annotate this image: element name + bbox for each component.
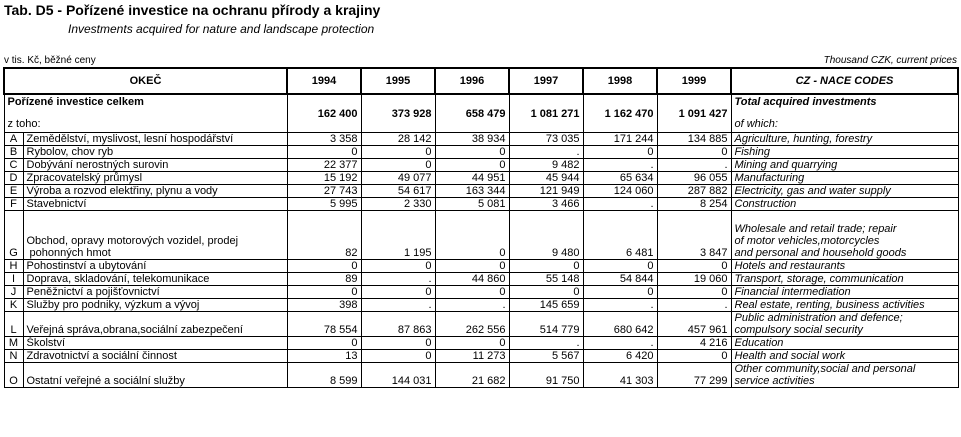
row-value: 8 254 <box>657 198 731 211</box>
row-nace-label: Manufacturing <box>734 172 805 184</box>
row-value: 163 344 <box>435 185 509 198</box>
row-value: 44 951 <box>435 172 509 185</box>
row-value: 124 060 <box>583 185 657 198</box>
investment-table <box>3 67 959 388</box>
row-value: 13 <box>287 350 361 363</box>
page-subtitle: Investments acquired for nature and landscape protection <box>68 22 375 36</box>
row-value: 0 <box>361 159 435 172</box>
table-row <box>4 312 958 337</box>
row-nace-cell <box>731 286 958 299</box>
header-year: 1994 <box>287 68 361 94</box>
row-nace-label: Electricity, gas and water supply <box>734 185 891 197</box>
page-title: Tab. D5 - Pořízené investice na ochranu přírody a krajiny <box>4 2 381 18</box>
row-name-cell: Pohostinství a ubytování <box>23 260 287 273</box>
row-code: B <box>4 146 23 159</box>
row-value: 145 659 <box>509 299 583 312</box>
row-nace-cell <box>731 299 958 312</box>
row-value: 171 244 <box>583 133 657 146</box>
row-value: 49 077 <box>361 172 435 185</box>
row-value: . <box>657 159 731 172</box>
row-value: 680 642 <box>583 312 657 337</box>
row-code: H <box>4 260 23 273</box>
row-nace-cell <box>731 350 958 363</box>
row-value: . <box>583 159 657 172</box>
row-code: A <box>4 133 23 146</box>
row-nace-label: Real estate, renting, business activities <box>734 299 925 311</box>
row-value: 21 682 <box>435 363 509 388</box>
row-value: 0 <box>583 146 657 159</box>
row-code: M <box>4 337 23 350</box>
row-nace-label: Hotels and restaurants <box>734 260 846 272</box>
row-value: 0 <box>435 146 509 159</box>
row-code: F <box>4 198 23 211</box>
row-nace-label: Other community,social and personal <box>734 363 916 375</box>
row-nace-label: service activities <box>734 375 815 387</box>
row-value: 0 <box>435 337 509 350</box>
row-nace-cell <box>731 133 958 146</box>
row-value: 0 <box>509 286 583 299</box>
row-value: 45 944 <box>509 172 583 185</box>
row-value: 262 556 <box>435 312 509 337</box>
row-value: 0 <box>361 146 435 159</box>
row-value: 1 195 <box>361 211 435 260</box>
row-value: 19 060 <box>657 273 731 286</box>
row-value: 65 634 <box>583 172 657 185</box>
row-code: J <box>4 286 23 299</box>
unit-note-cz: v tis. Kč, běžné ceny <box>4 55 96 66</box>
header-year: 1998 <box>583 68 657 94</box>
row-name-cell: Peněžnictví a pojišťovnictví <box>23 286 287 299</box>
row-nace-label: of motor vehicles,motorcycles <box>734 235 880 247</box>
row-nace-cell <box>731 159 958 172</box>
total-value: 658 479 <box>435 94 509 133</box>
row-value: 4 216 <box>657 337 731 350</box>
row-value: 0 <box>509 260 583 273</box>
total-value: 1 162 470 <box>583 94 657 133</box>
row-name-continued: pohonných hmot <box>29 247 111 259</box>
row-value: 6 481 <box>583 211 657 260</box>
row-nace-label: Health and social work <box>734 350 846 362</box>
row-nace-label: compulsory social security <box>734 324 863 336</box>
row-value: 9 480 <box>509 211 583 260</box>
total-value: 373 928 <box>361 94 435 133</box>
row-value: 121 949 <box>509 185 583 198</box>
row-code: L <box>4 312 23 337</box>
total-en-sub-label: of which: <box>734 118 778 130</box>
table-row <box>4 133 958 146</box>
total-label: Pořízené investice celkem <box>7 96 144 108</box>
row-value: 5 567 <box>509 350 583 363</box>
row-name-cell <box>23 211 287 260</box>
row-code: I <box>4 273 23 286</box>
header-year: 1997 <box>509 68 583 94</box>
row-nace-label: Construction <box>734 198 797 210</box>
table-row <box>4 286 958 299</box>
row-value: 0 <box>361 286 435 299</box>
row-value: 8 599 <box>287 363 361 388</box>
row-value: 15 192 <box>287 172 361 185</box>
row-value: . <box>435 299 509 312</box>
header-year: 1996 <box>435 68 509 94</box>
table-row <box>4 363 958 388</box>
row-value: 0 <box>657 286 731 299</box>
row-name-cell: Ostatní veřejné a sociální služby <box>23 363 287 388</box>
row-value: 0 <box>657 260 731 273</box>
header-okec: OKEČ <box>4 68 287 94</box>
row-value: 2 330 <box>361 198 435 211</box>
table-row <box>4 337 958 350</box>
row-name: Obchod, opravy motorových vozidel, prodej <box>26 235 239 247</box>
table-row <box>4 260 958 273</box>
row-code: C <box>4 159 23 172</box>
row-value: . <box>509 337 583 350</box>
row-code: N <box>4 350 23 363</box>
row-value: 77 299 <box>657 363 731 388</box>
row-name-cell: Stavebnictví <box>23 198 287 211</box>
row-value: 82 <box>287 211 361 260</box>
row-name-cell: Zdravotnictví a sociální činnost <box>23 350 287 363</box>
row-nace-cell <box>731 312 958 337</box>
row-nace-label: and personal and household goods <box>734 247 907 259</box>
total-en-cell <box>731 94 958 133</box>
total-value: 1 081 271 <box>509 94 583 133</box>
table-row <box>4 273 958 286</box>
row-name-cell: Výroba a rozvod elektřiny, plynu a vody <box>23 185 287 198</box>
row-value: 87 863 <box>361 312 435 337</box>
header-year: 1999 <box>657 68 731 94</box>
row-value: 0 <box>435 211 509 260</box>
row-value: 28 142 <box>361 133 435 146</box>
total-value: 162 400 <box>287 94 361 133</box>
header-year: 1995 <box>361 68 435 94</box>
row-name-cell: Zpracovatelský průmysl <box>23 172 287 185</box>
table-row <box>4 159 958 172</box>
header-row <box>4 68 958 94</box>
row-nace-cell <box>731 146 958 159</box>
row-value: . <box>657 299 731 312</box>
row-name-cell: Služby pro podniky, výzkum a vývoj <box>23 299 287 312</box>
row-value: . <box>361 299 435 312</box>
total-en-label: Total acquired investments <box>734 96 877 108</box>
row-value: 3 847 <box>657 211 731 260</box>
row-value: 0 <box>287 260 361 273</box>
row-nace-cell <box>731 337 958 350</box>
row-value: . <box>583 299 657 312</box>
row-value: 0 <box>583 286 657 299</box>
row-name-cell: Dobývání nerostných surovin <box>23 159 287 172</box>
unit-note-en: Thousand CZK, current prices <box>823 55 957 66</box>
row-name-cell: Školství <box>23 337 287 350</box>
header-nace: CZ - NACE CODES <box>731 68 958 94</box>
row-nace-cell <box>731 260 958 273</box>
row-value: 41 303 <box>583 363 657 388</box>
row-value: 287 882 <box>657 185 731 198</box>
table-row <box>4 185 958 198</box>
row-code: D <box>4 172 23 185</box>
row-nace-cell <box>731 185 958 198</box>
row-nace-cell <box>731 211 958 260</box>
row-name-cell: Zemědělství, myslivost, lesní hospodářství <box>23 133 287 146</box>
row-value: . <box>361 273 435 286</box>
row-value: 5 995 <box>287 198 361 211</box>
row-value: 91 750 <box>509 363 583 388</box>
row-value: . <box>583 337 657 350</box>
row-nace-label: Education <box>734 337 784 349</box>
row-nace-label: Fishing <box>734 146 770 158</box>
table-row <box>4 211 958 260</box>
row-value: 9 482 <box>509 159 583 172</box>
row-value: 0 <box>657 350 731 363</box>
row-value: 6 420 <box>583 350 657 363</box>
row-value: 54 844 <box>583 273 657 286</box>
row-value: 0 <box>435 159 509 172</box>
row-value: 54 617 <box>361 185 435 198</box>
row-nace-label: Wholesale and retail trade; repair <box>734 223 897 235</box>
row-value: 0 <box>583 260 657 273</box>
row-value: 44 860 <box>435 273 509 286</box>
row-value: 0 <box>361 260 435 273</box>
row-value: 0 <box>435 260 509 273</box>
row-nace-label: Mining and quarrying <box>734 159 838 171</box>
row-value: 38 934 <box>435 133 509 146</box>
row-value: 55 148 <box>509 273 583 286</box>
row-nace-cell <box>731 363 958 388</box>
row-nace-label: Transport, storage, communication <box>734 273 904 285</box>
row-value: 0 <box>287 146 361 159</box>
row-value: 89 <box>287 273 361 286</box>
row-code: G <box>4 211 23 260</box>
row-value: . <box>583 198 657 211</box>
total-sub-label: z toho: <box>7 118 41 130</box>
row-value: 11 273 <box>435 350 509 363</box>
row-name-cell: Doprava, skladování, telekomunikace <box>23 273 287 286</box>
row-nace-label: Financial intermediation <box>734 286 851 298</box>
total-row <box>4 94 958 133</box>
row-value: 78 554 <box>287 312 361 337</box>
table-row <box>4 350 958 363</box>
table-row <box>4 198 958 211</box>
row-value: 0 <box>435 286 509 299</box>
row-nace-cell <box>731 198 958 211</box>
row-name-cell: Rybolov, chov ryb <box>23 146 287 159</box>
row-value: 0 <box>287 286 361 299</box>
row-value: 3 466 <box>509 198 583 211</box>
row-value: 96 055 <box>657 172 731 185</box>
row-value: 5 081 <box>435 198 509 211</box>
row-value: 73 035 <box>509 133 583 146</box>
row-value: 3 358 <box>287 133 361 146</box>
table-row <box>4 172 958 185</box>
table-row <box>4 299 958 312</box>
row-code: K <box>4 299 23 312</box>
row-value: 0 <box>657 146 731 159</box>
row-value: 0 <box>361 350 435 363</box>
row-value: 398 <box>287 299 361 312</box>
row-value: 457 961 <box>657 312 731 337</box>
row-nace-label: Public administration and defence; <box>734 312 903 324</box>
row-value: . <box>509 146 583 159</box>
row-value: 514 779 <box>509 312 583 337</box>
row-code: E <box>4 185 23 198</box>
row-nace-cell <box>731 273 958 286</box>
total-value: 1 091 427 <box>657 94 731 133</box>
row-value: 22 377 <box>287 159 361 172</box>
row-nace-cell <box>731 172 958 185</box>
row-value: 144 031 <box>361 363 435 388</box>
row-nace-label: Agriculture, hunting, forestry <box>734 133 873 145</box>
table-row <box>4 146 958 159</box>
row-value: 0 <box>287 337 361 350</box>
row-value: 0 <box>361 337 435 350</box>
row-name-cell: Veřejná správa,obrana,sociální zabezpečení <box>23 312 287 337</box>
total-label-cell <box>4 94 287 133</box>
row-code: O <box>4 363 23 388</box>
row-value: 134 885 <box>657 133 731 146</box>
row-value: 27 743 <box>287 185 361 198</box>
